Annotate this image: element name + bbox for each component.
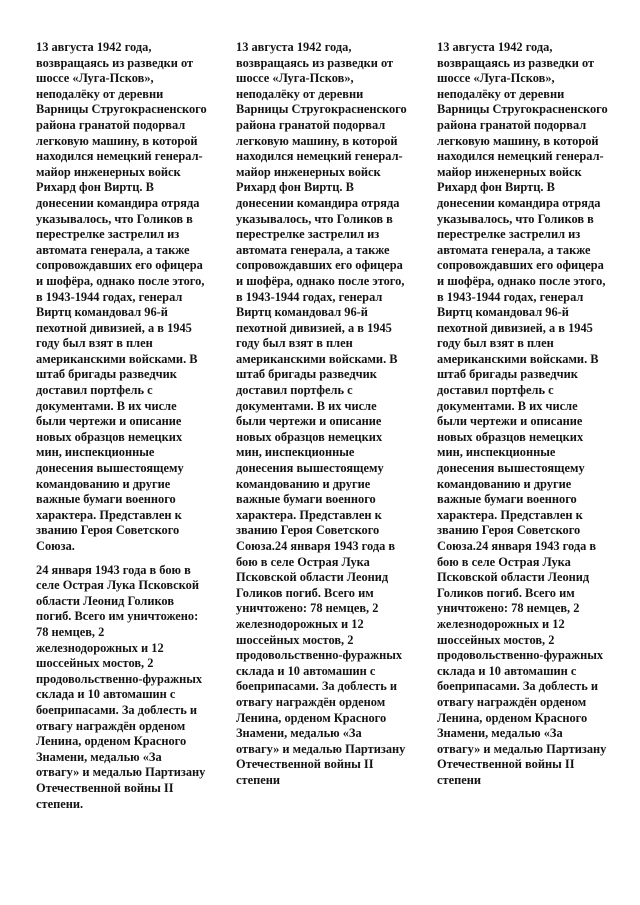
text-column-2 [236, 40, 408, 789]
text-raid: 13 августа 1942 года, возвращаясь из разведки от шоссе «Луга-Псков», неподалёку от деревни Варницы Стругокрасненского района гранатой подорвал легковую машину, в которой находился немецкий генерал-майор инженерных войск Рихард фон Виртц. В донесении командира отряда указывалось, что Голиков в перестрелке застрелил из автомата генерала, а также сопровождавших его офицера и шофёра, однако после этого, в 1943-1944 годах, генерал Виртц командовал 96-й пехотной дивизией, а в 1945 году был взят в плен американскими войсками. В штаб бригады разведчик доставил портфель с документами. В их числе были чертежи и описание новых образцов немецких мин, инспекционные донесения вышестоящему командованию и другие важные бумаги военного характера. Представлен к званию Героя Советского Союза. [236, 40, 407, 553]
paragraph-death: 24 января 1943 года в бою в селе Острая Лука Псковской области Леонид Голиков погиб. Всего им уничтожено: 78 немцев, 2 железнодорожных и 12 шоссейных мостов, 2 продовольственно-фуражных склада и 10 автомашин с боеприпасами. За доблесть и отвагу награждён орденом Ленина, орденом Красного Знамени, медалью «За отвагу» и медалью Партизану Отечественной войны II степени. [36, 562, 206, 811]
text-column-1 [36, 40, 208, 812]
text-raid: 13 августа 1942 года, возвращаясь из разведки от шоссе «Луга-Псков», неподалёку от деревни Варницы Стругокрасненского района гранатой подорвал легковую машину, в которой находился немецкий генерал-майор инженерных войск Рихард фон Виртц. В донесении командира отряда указывалось, что Голиков в перестрелке застрелил из автомата генерала, а также сопровождавших его офицера и шофёра, однако после этого, в 1943-1944 годах, генерал Виртц командовал 96-й пехотной дивизией, а в 1945 году был взят в плен американскими войсками. В штаб бригады разведчик доставил портфель с документами. В их числе были чертежи и описание новых образцов немецких мин, инспекционные донесения вышестоящему командованию и другие важные бумаги военного характера. Представлен к званию Героя Советского Союза. [437, 40, 608, 553]
paragraph-combined [236, 40, 408, 789]
text-death: 24 января 1943 года в бою в селе Острая Лука Псковской области Леонид Голиков погиб. Всего им уничтожено: 78 немцев, 2 железнодорожных и 12 шоссейных мостов, 2 продовольственно-фуражных склада и 10 автомашин с боеприпасами. За доблесть и отвагу награждён орденом Ленина, орденом Красного Знамени, медалью «За отвагу» и медалью Партизану Отечественной войны II степени [236, 539, 406, 787]
paragraph-combined [437, 40, 609, 789]
text-death: 24 января 1943 года в бою в селе Острая Лука Псковской области Леонид Голиков погиб. Всего им уничтожено: 78 немцев, 2 железнодорожных и 12 шоссейных мостов, 2 продовольственно-фуражных склада и 10 автомашин с боеприпасами. За доблесть и отвагу награждён орденом Ленина, орденом Красного Знамени, медалью «За отвагу» и медалью Партизану Отечественной войны II степени [437, 539, 607, 787]
paragraph-raid: 13 августа 1942 года, возвращаясь из разведки от шоссе «Луга-Псков», неподалёку от деревни Варницы Стругокрасненского района гранатой подорвал легковую машину, в которой находился немецкий генерал-майор инженерных войск Рихард фон Виртц. В донесении командира отряда указывалось, что Голиков в перестрелке застрелил из автомата генерала, а также сопровождавших его офицера и шофёра, однако после этого, в 1943-1944 годах, генерал Виртц командовал 96-й пехотной дивизией, а в 1945 году был взят в плен американскими войсками. В штаб бригады разведчик доставил портфель с документами. В их числе были чертежи и описание новых образцов немецких мин, инспекционные донесения вышестоящему командованию и другие важные бумаги военного характера. Представлен к званию Героя Советского Союза. [36, 40, 207, 553]
text-column-3 [437, 40, 609, 789]
